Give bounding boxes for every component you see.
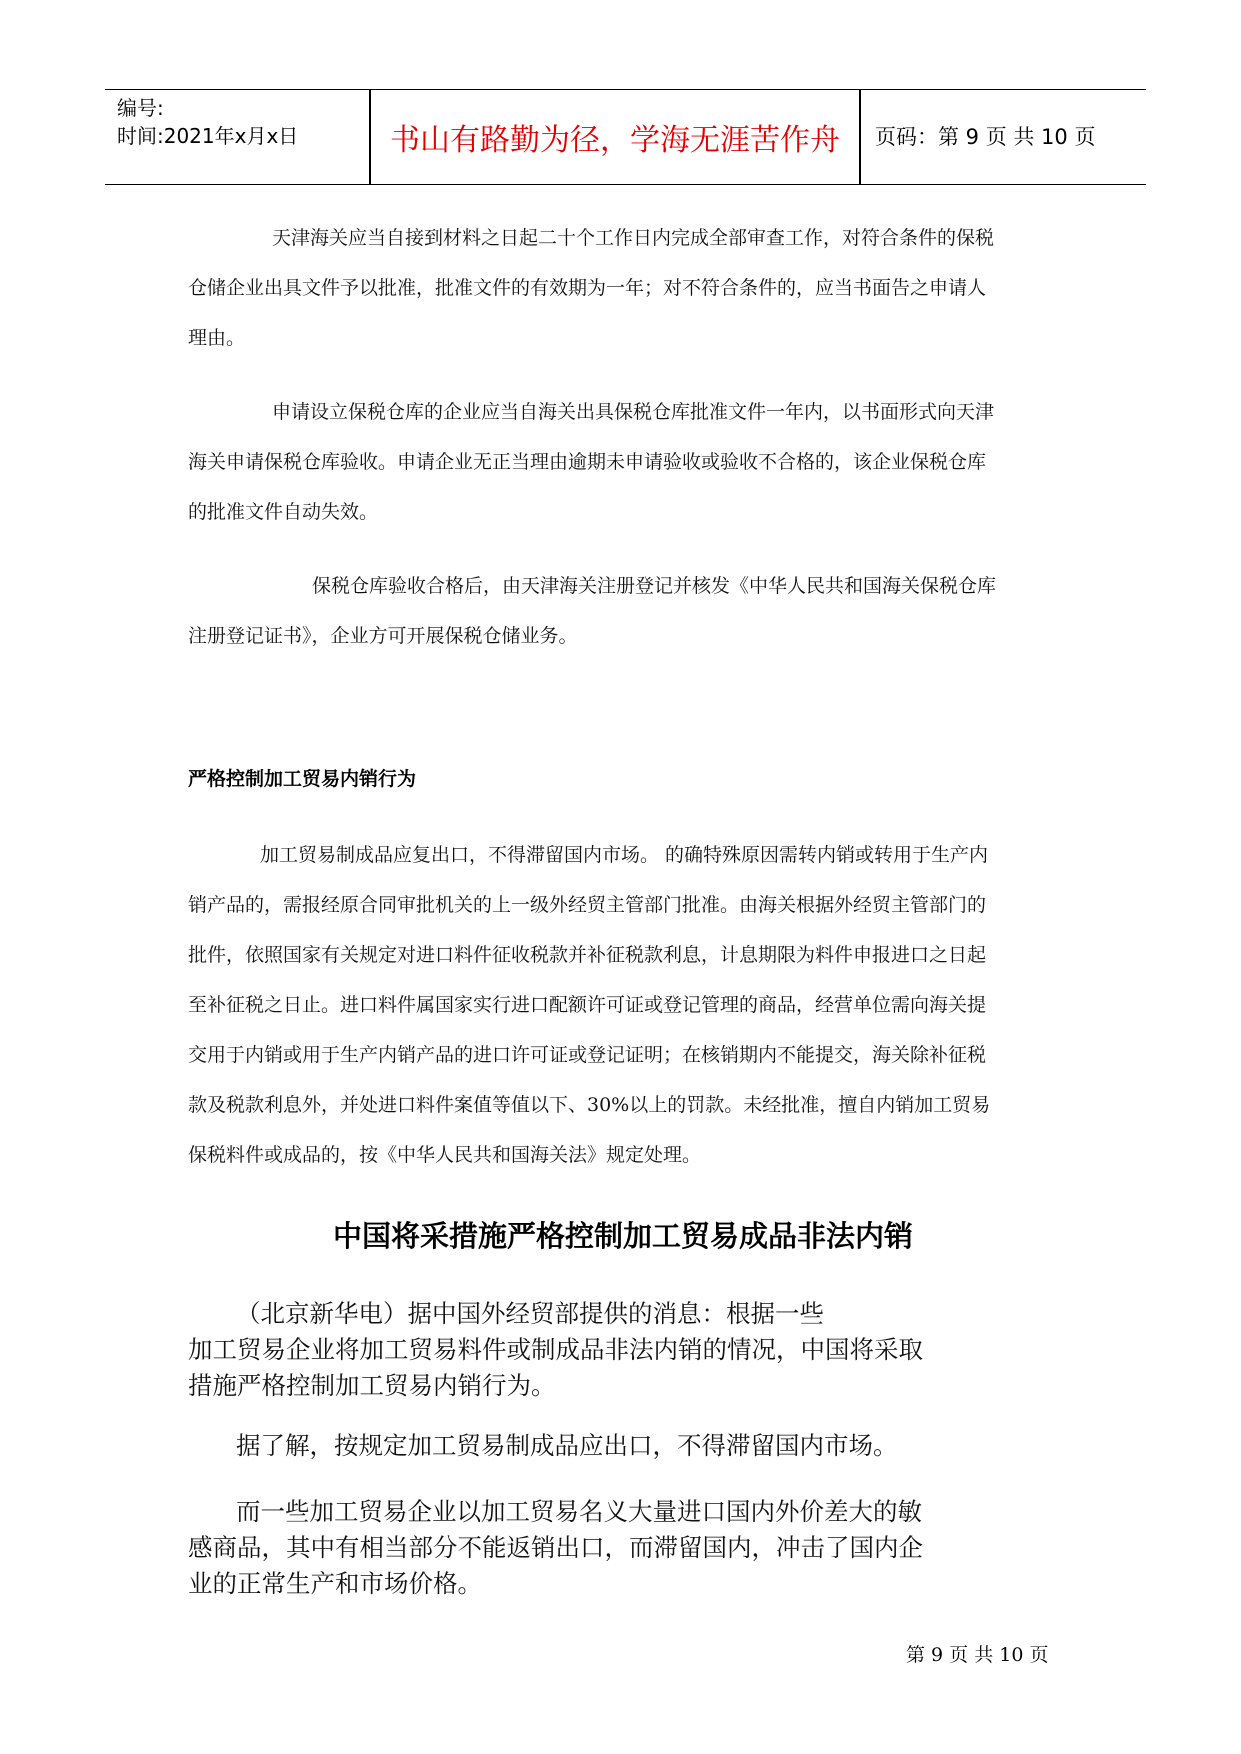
paragraph-approval — [188, 213, 1058, 363]
header-motto: 书山有路勤为径，学海无涯苦作舟 — [390, 123, 840, 158]
paragraph-line: 加工贸易企业将加工贸易料件或制成品非法内销的情况，中国将采取 — [188, 1335, 923, 1364]
paragraph-line: 保税仓库验收合格后，由天津海关注册登记并核发《中华人民共和国海关保税仓库 — [312, 575, 997, 597]
paragraph-line: （北京新华电）据中国外经贸部提供的消息：根据一些 — [236, 1299, 824, 1328]
paragraph-line: 销产品的，需报经原合同审批机关的上一级外经贸主管部门批准。由海关根据外经贸主管部门的 — [188, 894, 987, 916]
paragraph-line: 的批准文件自动失效。 — [188, 501, 379, 523]
paragraph-line: 理由。 — [188, 327, 246, 349]
paragraph-line: 天津海关应当自接到材料之日起二十个工作日内完成全部审查工作，对符合条件的保税 — [272, 227, 995, 249]
paragraph-line: 款及税款利息外，并处进口料件案值等值以下、30%以上的罚款。未经批准，擅自内销加工贸易 — [188, 1094, 991, 1116]
page-footer-number: 第 9 页 共 10 页 — [906, 1644, 1049, 1666]
paragraph-line: 加工贸易制成品应复出口，不得滞留国内市场。 的确特殊原因需转内销或转用于生产内 — [260, 844, 989, 866]
paragraph-line: 注册登记证书》，企业方可开展保税仓储业务。 — [188, 625, 578, 647]
paragraph-news-impact — [188, 1494, 948, 1602]
paragraph-line: 而一些加工贸易企业以加工贸易名义大量进口国内外价差大的敏 — [236, 1497, 922, 1526]
paragraph-registration — [188, 561, 1058, 661]
paragraph-news-intro — [188, 1296, 948, 1404]
paragraph-line: 业的正常生产和市场价格。 — [188, 1569, 482, 1598]
paragraph-line: 感商品，其中有相当部分不能返销出口，而滞留国内，冲击了国内企 — [188, 1533, 923, 1562]
header-divider-right — [859, 90, 861, 184]
section-subheading: 严格控制加工贸易内销行为 — [188, 768, 417, 790]
paragraph-line: 申请设立保税仓库的企业应当自海关出具保税仓库批准文件一年内，以书面形式向天津 — [272, 401, 995, 423]
paragraph-line: 至补征税之日止。进口料件属国家实行进口配额许可证或登记管理的商品，经营单位需向海关提 — [188, 994, 987, 1016]
paragraph-line: 批件，依照国家有关规定对进口料件征收税款并补征税款利息，计息期限为料件申报进口之日起 — [188, 944, 987, 966]
paragraph-line: 仓储企业出具文件予以批准，批准文件的有效期为一年；对不符合条件的，应当书面告之申请人 — [188, 277, 987, 299]
paragraph-line: 据了解，按规定加工贸易制成品应出口，不得滞留国内市场。 — [236, 1431, 898, 1460]
paragraph-line: 措施严格控制加工贸易内销行为。 — [188, 1371, 556, 1400]
header-meta — [117, 94, 298, 150]
article-title: 中国将采措施严格控制加工贸易成品非法内销 — [332, 1219, 913, 1253]
paragraph-line: 保税料件或成品的，按《中华人民共和国海关法》规定处理。 — [188, 1144, 702, 1166]
paragraph-news-rule — [188, 1428, 948, 1464]
document-number-label: 编号: — [117, 96, 164, 120]
document-time-label: 时间:2021年x月x日 — [117, 124, 299, 148]
page-header — [105, 89, 1146, 185]
paragraph-domestic-sales — [188, 830, 1058, 1180]
header-page-number: 页码：第 9 页 共 10 页 — [875, 125, 1096, 149]
paragraph-line: 海关申请保税仓库验收。申请企业无正当理由逾期未申请验收或验收不合格的，该企业保税仓库 — [188, 451, 987, 473]
paragraph-line: 交用于内销或用于生产内销产品的进口许可证或登记证明；在核销期内不能提交，海关除补征税 — [188, 1044, 987, 1066]
paragraph-inspection — [188, 387, 1058, 537]
